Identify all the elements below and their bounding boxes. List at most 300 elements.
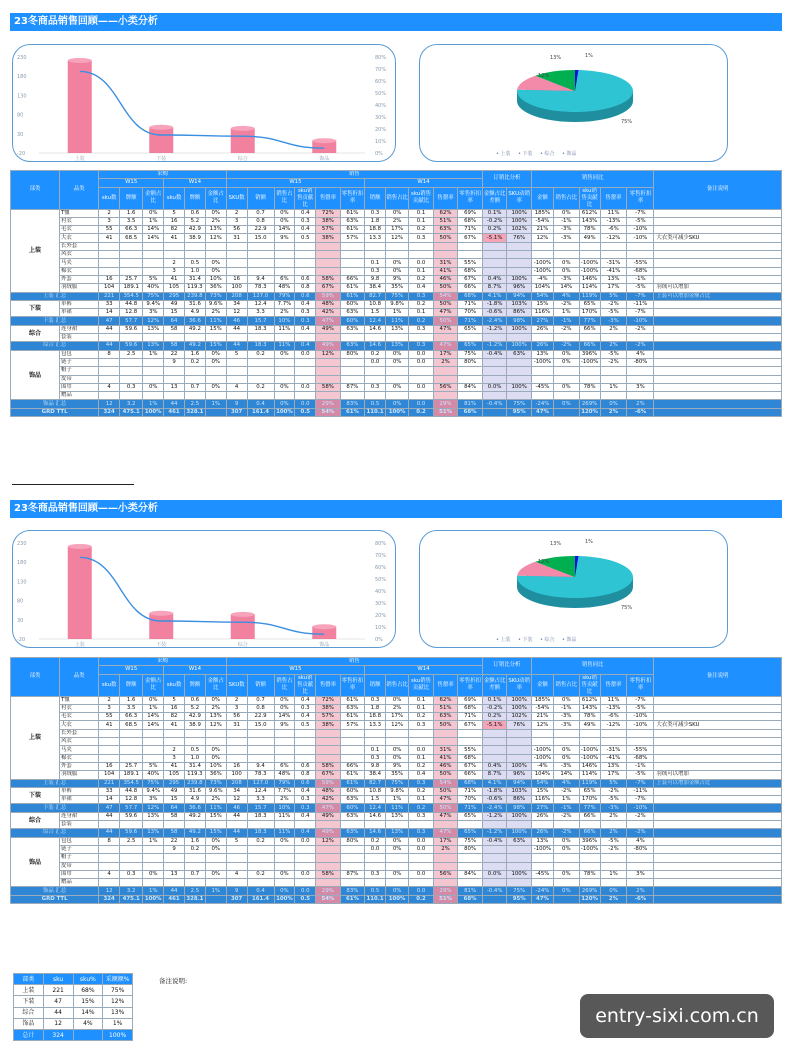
value-cell: 0.5 — [295, 234, 316, 242]
value-cell: 3 — [99, 217, 120, 225]
header-sales: 销售 — [226, 171, 482, 179]
value-cell — [385, 862, 408, 870]
subtotal-cell: 47% — [316, 317, 341, 325]
subtotal-remark — [654, 317, 782, 325]
value-cell: 66% — [458, 284, 483, 292]
value-cell — [247, 392, 274, 400]
value-cell — [184, 367, 205, 375]
value-cell: 65% — [458, 325, 483, 333]
value-cell: 3% — [627, 870, 654, 878]
value-cell: 76% — [507, 721, 532, 729]
value-cell: 15 — [164, 796, 185, 804]
header-col: SKU动销率 — [507, 187, 532, 209]
value-cell: 63% — [433, 713, 458, 721]
value-cell: -55% — [627, 746, 654, 754]
value-cell: 0.1 — [409, 796, 434, 804]
value-cell: 68% — [458, 704, 483, 712]
value-cell: 48% — [316, 300, 341, 308]
value-cell: 3.3 — [247, 796, 274, 804]
value-cell: 15% — [205, 325, 226, 333]
x-axis-tick-label: 上装 — [74, 642, 85, 648]
value-cell: 22.9 — [247, 226, 274, 234]
value-cell: 396% — [579, 837, 600, 845]
value-cell: -2% — [600, 787, 627, 795]
value-cell — [274, 738, 295, 746]
value-cell — [507, 242, 532, 250]
header-purchase: 采购 — [99, 658, 227, 666]
value-cell: 50% — [433, 721, 458, 729]
value-cell — [99, 862, 120, 870]
value-cell: -80% — [627, 845, 654, 853]
value-cell: 0.4 — [295, 696, 316, 704]
value-cell: 0.0 — [365, 358, 386, 366]
subtotal-cell: 77% — [579, 317, 600, 325]
remark-cell — [654, 796, 782, 804]
subtotal-cell: 83% — [340, 887, 365, 895]
value-cell — [274, 367, 295, 375]
value-cell — [274, 729, 295, 737]
header-col: sku销售贡献比 — [409, 187, 434, 209]
remark-cell — [654, 854, 782, 862]
value-cell: -3% — [553, 226, 579, 234]
grand-total-cell — [553, 895, 579, 903]
value-cell: 1.6 — [120, 696, 143, 704]
value-cell: 49 — [164, 300, 185, 308]
value-cell: 57% — [316, 713, 341, 721]
value-cell — [433, 879, 458, 887]
value-cell: 66% — [579, 812, 600, 820]
bar-下装 — [149, 613, 173, 639]
category-cell: 包包 — [60, 837, 99, 845]
value-cell: 0% — [385, 845, 408, 853]
value-cell — [316, 259, 341, 267]
value-cell: 13% — [385, 325, 408, 333]
value-cell: 16 — [226, 762, 247, 770]
value-cell: -1% — [553, 217, 579, 225]
value-cell: 14% — [553, 771, 579, 779]
value-cell: 0.4 — [295, 812, 316, 820]
value-cell: 2 — [226, 209, 247, 217]
value-cell: 26% — [531, 325, 553, 333]
value-cell: 189.1 — [120, 284, 143, 292]
value-cell: 0.4 — [295, 226, 316, 234]
value-cell: 0.3 — [365, 383, 386, 391]
grand-total-cell: 324 — [99, 895, 120, 903]
value-cell — [531, 854, 553, 862]
value-cell: 2% — [385, 704, 408, 712]
value-cell: 16 — [164, 704, 185, 712]
table-row — [11, 309, 782, 317]
value-cell — [482, 746, 507, 754]
value-cell: 0.4 — [295, 300, 316, 308]
value-cell: 0.1 — [365, 259, 386, 267]
grand-total-cell: 68% — [458, 408, 483, 416]
value-cell: 0% — [553, 350, 579, 358]
value-cell — [205, 879, 226, 887]
value-cell — [184, 334, 205, 342]
table-row — [11, 383, 782, 391]
header-w15: W15 — [99, 666, 164, 674]
pie-legend-item: • 下装 — [518, 637, 533, 643]
value-cell: 114% — [579, 771, 600, 779]
value-cell — [482, 392, 507, 400]
report-page-1 — [10, 13, 782, 31]
value-cell: -4% — [531, 275, 553, 283]
value-cell: 0.4 — [409, 284, 434, 292]
subtotal-cell: 64 — [164, 804, 185, 812]
subtotal-cell: 354.5 — [120, 292, 143, 300]
value-cell — [458, 334, 483, 342]
value-cell: 5.2 — [184, 704, 205, 712]
value-cell — [316, 367, 341, 375]
value-cell: 0.5 — [184, 259, 205, 267]
subtotal-cell: 127.0 — [247, 779, 274, 787]
category-cell: 连身裙 — [60, 325, 99, 333]
subtotal-cell: 47% — [433, 342, 458, 350]
subtotal-cell: 44 — [164, 887, 185, 895]
value-cell — [409, 738, 434, 746]
value-cell: 0.4 — [409, 771, 434, 779]
subtotal-cell: 47% — [433, 829, 458, 837]
subtotal-cell: 5% — [600, 779, 627, 787]
subtotal-cell: 0.5 — [365, 400, 386, 408]
value-cell: 49.2 — [184, 812, 205, 820]
value-cell — [316, 754, 341, 762]
value-cell: -100% — [531, 259, 553, 267]
table-row — [11, 217, 782, 225]
value-cell: 9.8 — [365, 275, 386, 283]
data-table — [10, 170, 782, 417]
value-cell — [482, 259, 507, 267]
subtotal-cell: 60% — [340, 317, 365, 325]
value-cell — [365, 392, 386, 400]
value-cell: 0.2 — [247, 350, 274, 358]
value-cell — [274, 746, 295, 754]
y2-axis-tick-label: 30% — [375, 115, 387, 121]
grand-total-cell: 461 — [164, 895, 185, 903]
value-cell: 0% — [143, 870, 164, 878]
subtotal-cell: 1% — [205, 400, 226, 408]
value-cell: 2% — [274, 309, 295, 317]
value-cell — [600, 738, 627, 746]
table-row — [11, 837, 782, 845]
category-cell: 链子 — [60, 845, 99, 853]
value-cell: 25.7 — [120, 275, 143, 283]
value-cell — [340, 375, 365, 383]
value-cell: 100% — [507, 762, 532, 770]
value-cell — [247, 746, 274, 754]
remark-cell — [654, 392, 782, 400]
value-cell — [274, 259, 295, 267]
value-cell: 44 — [226, 325, 247, 333]
value-cell: 10.8 — [365, 787, 386, 795]
value-cell: 0.3 — [409, 721, 434, 729]
subtotal-cell: 9 — [226, 400, 247, 408]
subtotal-cell: 44 — [164, 400, 185, 408]
value-cell: 14% — [274, 226, 295, 234]
value-cell: -55% — [627, 259, 654, 267]
value-cell — [409, 821, 434, 829]
subtotal-cell: 13% — [143, 342, 164, 350]
value-cell: 63% — [340, 309, 365, 317]
pie-chart-svg — [420, 45, 729, 163]
remark-cell: 羽绒可以增加 — [654, 284, 782, 292]
value-cell — [143, 738, 164, 746]
value-cell — [433, 375, 458, 383]
y2-axis-tick-label: 60% — [375, 565, 387, 571]
value-cell: 9.4% — [143, 787, 164, 795]
value-cell — [409, 242, 434, 250]
grand-total-cell: 324 — [99, 408, 120, 416]
header-col: sku销售贡献比 — [579, 674, 600, 696]
value-cell: 61% — [340, 713, 365, 721]
bar-cap — [312, 624, 336, 629]
y-axis-tick-label: 30 — [17, 617, 24, 624]
header-col: 牌额 — [184, 674, 205, 696]
subtotal-cell: 29% — [316, 400, 341, 408]
value-cell: 3.3 — [247, 309, 274, 317]
value-cell: 50% — [433, 771, 458, 779]
value-cell: 2% — [274, 796, 295, 804]
value-cell — [553, 242, 579, 250]
grand-total-cell: 0.2 — [409, 895, 434, 903]
value-cell: 10% — [205, 275, 226, 283]
value-cell: 56 — [226, 226, 247, 234]
value-cell: -1.2% — [482, 812, 507, 820]
grand-total-cell: 47% — [531, 408, 553, 416]
value-cell: 15% — [205, 812, 226, 820]
summary-cell: 12% — [103, 996, 133, 1007]
value-cell: 71% — [458, 300, 483, 308]
value-cell: 0% — [274, 837, 295, 845]
value-cell: -5% — [600, 350, 627, 358]
value-cell: 44.8 — [120, 300, 143, 308]
grand-total-cell: 95% — [507, 895, 532, 903]
value-cell: 61% — [340, 771, 365, 779]
value-cell: 0% — [205, 267, 226, 275]
header-col: sku销售贡献比 — [295, 187, 316, 209]
category-cell: 链子 — [60, 358, 99, 366]
table-row — [11, 704, 782, 712]
category-cell: 长外套 — [60, 729, 99, 737]
value-cell: 0.7 — [247, 696, 274, 704]
value-cell — [482, 845, 507, 853]
subtotal-cell: 59.6 — [120, 829, 143, 837]
value-cell: 84% — [458, 870, 483, 878]
value-cell: 9.6% — [205, 787, 226, 795]
table-row — [11, 234, 782, 242]
value-cell: -1.8% — [482, 787, 507, 795]
header-col: 销售占比 — [274, 187, 295, 209]
value-cell: 0% — [205, 837, 226, 845]
remark-cell — [654, 862, 782, 870]
value-cell: 4 — [99, 870, 120, 878]
subtotal-cell: 0.6 — [295, 779, 316, 787]
dept-cell: 上装 — [11, 209, 60, 292]
header-col: 销售占比 — [385, 187, 408, 209]
value-cell: -100% — [531, 754, 553, 762]
value-cell: 70% — [458, 309, 483, 317]
subtotal-cell: -0.4% — [482, 400, 507, 408]
grand-total-cell — [205, 895, 226, 903]
value-cell: 17% — [385, 713, 408, 721]
grand-total-cell: 95% — [507, 408, 532, 416]
remark-cell — [654, 837, 782, 845]
subtotal-cell: 2.5 — [184, 400, 205, 408]
category-cell: 单裙 — [60, 309, 99, 317]
value-cell — [164, 729, 185, 737]
subtotal-cell: 0% — [274, 400, 295, 408]
value-cell: 17% — [433, 837, 458, 845]
subtotal-cell: 47% — [316, 804, 341, 812]
subtotal-label: 下装 汇总 — [11, 804, 99, 812]
header-col: 金额占比 — [205, 187, 226, 209]
value-cell — [295, 375, 316, 383]
value-cell: 9.8% — [385, 300, 408, 308]
bar-line-chart-2 — [12, 530, 396, 648]
table-row — [11, 738, 782, 746]
value-cell: 13 — [164, 870, 185, 878]
value-cell: 80% — [340, 350, 365, 358]
value-cell — [295, 358, 316, 366]
header-col: 销售占比 — [553, 187, 579, 209]
summary-total: 100% — [103, 1029, 133, 1040]
value-cell — [600, 242, 627, 250]
value-cell: 67% — [458, 275, 483, 283]
value-cell — [531, 862, 553, 870]
value-cell: 0% — [274, 217, 295, 225]
grand-total-cell — [482, 895, 507, 903]
category-cell: T恤 — [60, 209, 99, 217]
value-cell: 33 — [99, 300, 120, 308]
subtotal-cell: 119% — [579, 292, 600, 300]
header-col: 金额 — [531, 674, 553, 696]
value-cell — [385, 729, 408, 737]
value-cell — [143, 821, 164, 829]
value-cell — [458, 879, 483, 887]
value-cell: 17% — [600, 771, 627, 779]
value-cell — [553, 392, 579, 400]
value-cell: 18.8 — [365, 713, 386, 721]
value-cell: 612% — [579, 696, 600, 704]
subtotal-cell: 79% — [274, 779, 295, 787]
header-col: 零售折扣率 — [340, 674, 365, 696]
value-cell: 0% — [143, 209, 164, 217]
value-cell: 61% — [340, 209, 365, 217]
value-cell — [295, 854, 316, 862]
value-cell: 42% — [316, 796, 341, 804]
subtotal-cell: 0.3 — [409, 292, 434, 300]
value-cell: 65% — [579, 300, 600, 308]
remark-cell — [654, 375, 782, 383]
subtotal-cell: 0.2 — [409, 317, 434, 325]
remark-cell — [654, 696, 782, 704]
subtotal-cell: -2% — [627, 829, 654, 837]
value-cell: 55 — [99, 713, 120, 721]
value-cell — [365, 729, 386, 737]
remark-cell — [654, 209, 782, 217]
value-cell: 0.8 — [295, 284, 316, 292]
value-cell: -2% — [627, 325, 654, 333]
value-cell: 0% — [553, 383, 579, 391]
value-cell — [579, 729, 600, 737]
value-cell — [295, 259, 316, 267]
value-cell — [164, 392, 185, 400]
value-cell — [507, 375, 532, 383]
grand-total-label: GRD TTL — [11, 408, 99, 416]
value-cell: 1% — [385, 796, 408, 804]
value-cell: 0% — [385, 870, 408, 878]
value-cell — [531, 821, 553, 829]
value-cell — [120, 854, 143, 862]
value-cell — [507, 854, 532, 862]
value-cell: 58% — [316, 870, 341, 878]
value-cell: 0.3 — [365, 754, 386, 762]
summary-header: 部类 — [14, 974, 44, 985]
subtotal-cell: 5% — [600, 292, 627, 300]
value-cell — [340, 729, 365, 737]
category-cell: 单裤 — [60, 300, 99, 308]
header-col: 零售折扣率 — [340, 187, 365, 209]
subtotal-label: 上装 汇总 — [11, 779, 99, 787]
value-cell: 68% — [458, 754, 483, 762]
value-cell: 0% — [274, 696, 295, 704]
value-cell: 63% — [340, 325, 365, 333]
header-col: 金额占比差额 — [482, 674, 507, 696]
value-cell: 12.4 — [247, 787, 274, 795]
value-cell: 38% — [316, 704, 341, 712]
value-cell: 38% — [316, 721, 341, 729]
value-cell: -68% — [627, 267, 654, 275]
value-cell: 66% — [458, 771, 483, 779]
value-cell: -2% — [600, 845, 627, 853]
table-row — [11, 358, 782, 366]
bar-上装 — [68, 60, 92, 153]
value-cell: 13% — [600, 275, 627, 283]
value-cell — [433, 242, 458, 250]
value-cell: 12% — [205, 234, 226, 242]
subtotal-cell: 63% — [340, 829, 365, 837]
value-cell — [99, 746, 120, 754]
remark-cell — [654, 762, 782, 770]
value-cell: 0.6 — [295, 275, 316, 283]
value-cell — [120, 746, 143, 754]
value-cell — [340, 862, 365, 870]
category-cell: 马夹 — [60, 746, 99, 754]
summary-cell: 13% — [103, 1007, 133, 1018]
summary-header: sku — [43, 974, 73, 985]
value-cell: 14.6 — [365, 812, 386, 820]
header-category: 品类 — [60, 171, 99, 210]
summary-cell: 68% — [73, 985, 103, 996]
header-col: 售罄率 — [316, 187, 341, 209]
subtotal-row — [11, 292, 782, 300]
remark-cell — [654, 821, 782, 829]
value-cell: 49.2 — [184, 325, 205, 333]
subtotal-cell: 60% — [340, 804, 365, 812]
value-cell — [531, 334, 553, 342]
value-cell: 12 — [226, 309, 247, 317]
value-cell — [247, 821, 274, 829]
value-cell: 82 — [164, 226, 185, 234]
category-cell: 围巾 — [60, 383, 99, 391]
subtotal-cell: 11% — [385, 804, 408, 812]
value-cell — [340, 854, 365, 862]
value-cell: 11% — [274, 325, 295, 333]
value-cell: 0% — [205, 845, 226, 853]
subtotal-cell: 269% — [579, 887, 600, 895]
value-cell: 46% — [433, 762, 458, 770]
